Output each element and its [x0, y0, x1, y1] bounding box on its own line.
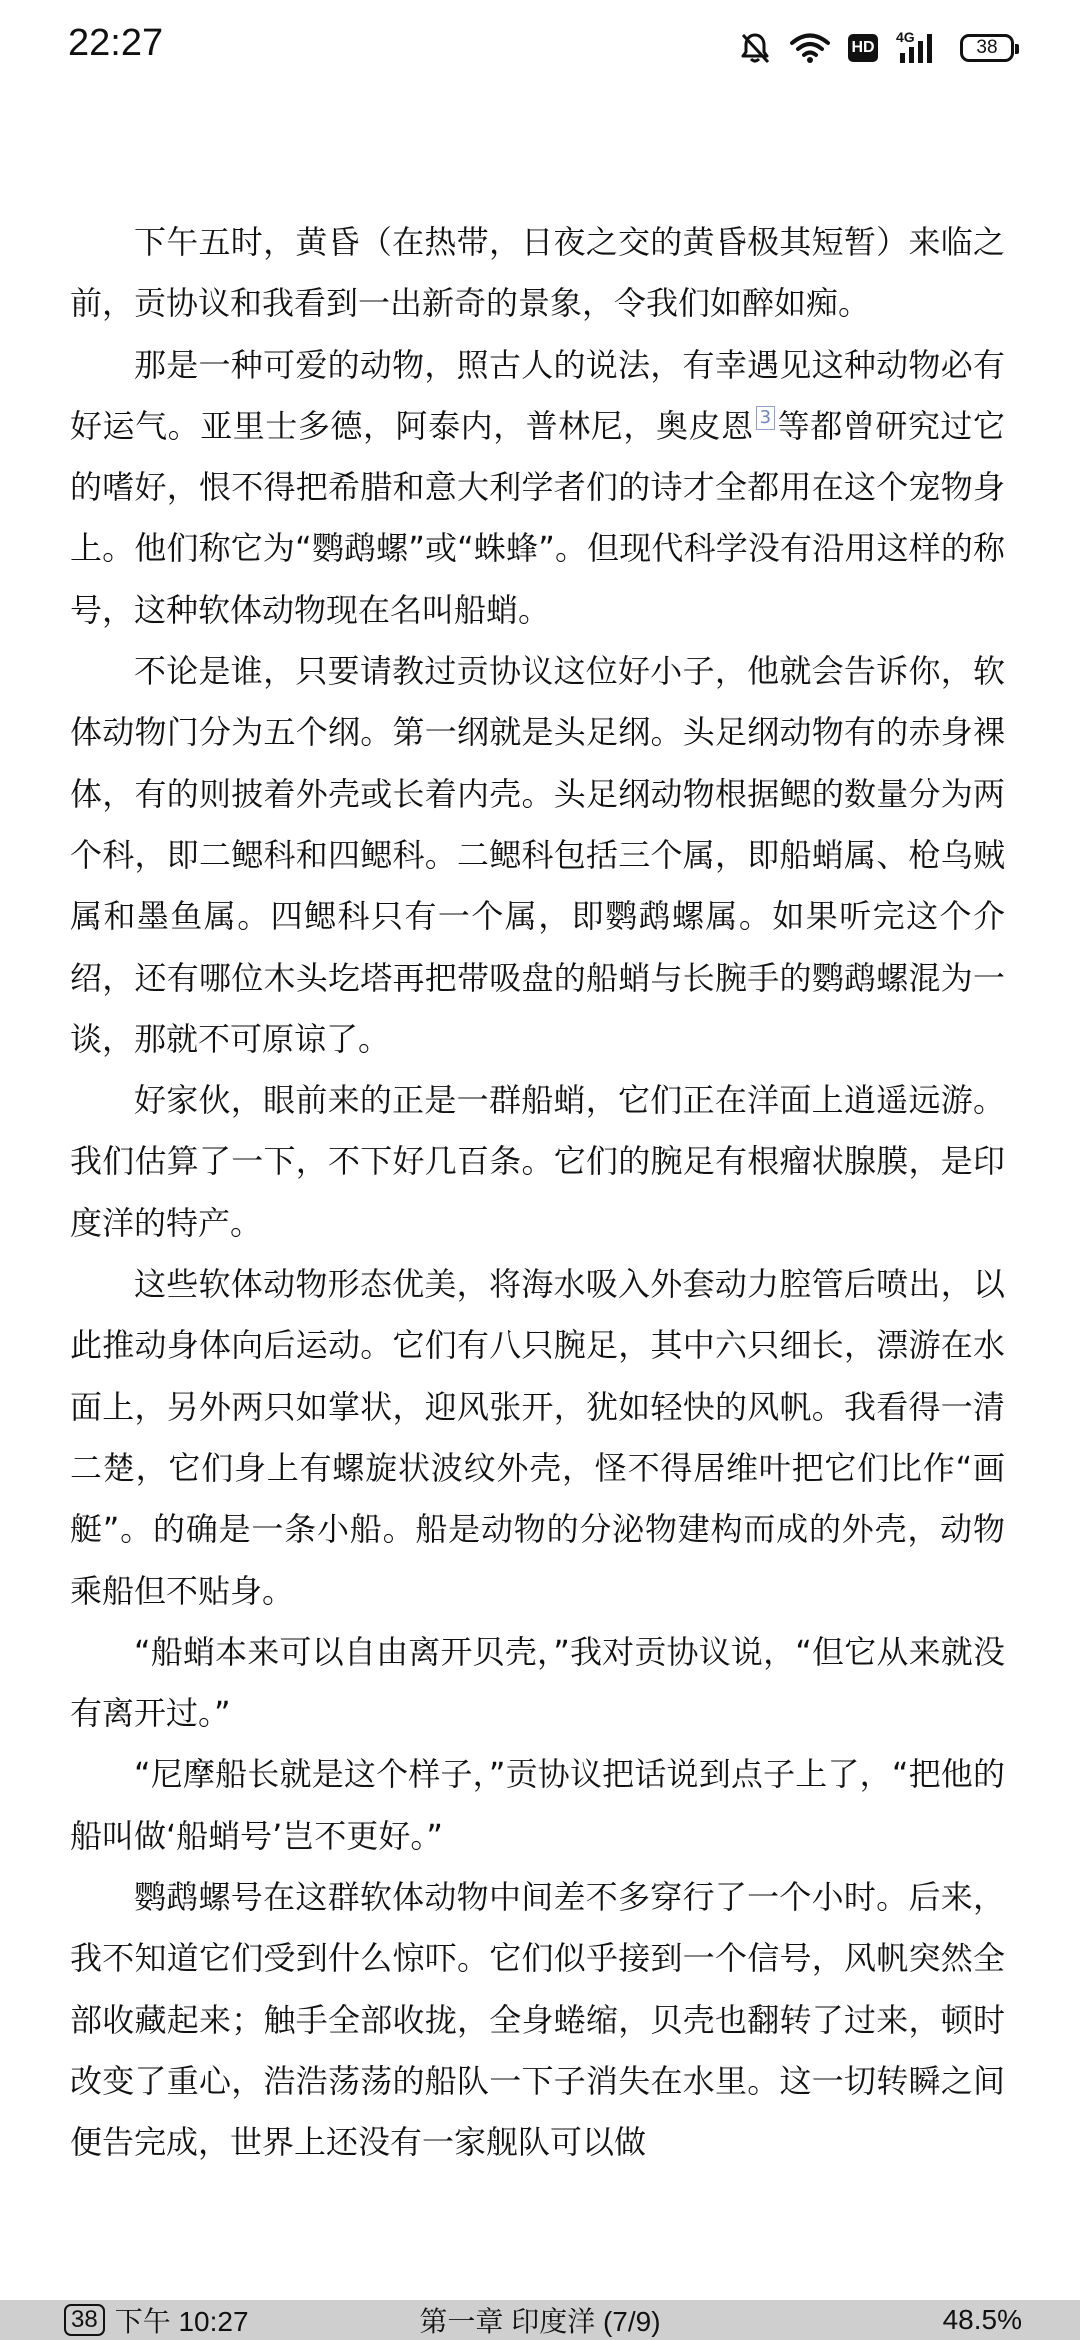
status-icons [738, 28, 1014, 68]
hd-label: HD [851, 39, 875, 56]
hd-icon [848, 34, 878, 62]
paragraph-2-start: 那是一种可爱的动物，照古人的说法，有幸遇见这种动物必 [134, 345, 973, 384]
mute-icon [738, 31, 772, 65]
wifi-icon [790, 32, 830, 64]
battery-indicator: 38 [960, 34, 1014, 62]
reader-content[interactable] [70, 212, 1005, 2174]
paragraph-6: “船蛸本来可以自由离开贝壳，”我对贡协议说，“但它从来就没有离开过。” [70, 1632, 1005, 1733]
footer-time: 下午 10:27 [114, 2306, 249, 2337]
footer-left [64, 2300, 249, 2340]
paragraph-2-rest: 研究过它的嗜好，恨不得把希腊和意大利学者们的诗才全都用在这个宠物身上。他们称它为“鹦鹉螺”或“蛛蜂”。但现代科学没有沿用这样的称号，这种软体动物现在名叫船蛸。 [70, 406, 1005, 629]
paragraph-8: 鹦鹉螺号在这群软体动物中间差不多穿行了一个小时。后来，我不知道它们受到什么惊吓。它们似乎接到一个信号，风帆突然全部收藏起来；触手全部收拢，全身蜷缩，贝壳也翻转了过来，顿时改变了重心，浩浩荡荡的船队一下子消失在水里。这一切转瞬之间便告完成，世界上还没有一家舰队可以做 [70, 1878, 1005, 2162]
status-bar [0, 0, 1080, 96]
footer-progress: 48.5% [942, 2304, 1022, 2335]
status-time: 22:27 [68, 22, 164, 64]
paragraph-4: 好家伙，眼前来的正是一群船蛸，它们正在洋面上逍遥远游。我们估算了一下，不下好几百条。它们的腕足有根瘤状腺膜，是印度洋的特产。 [70, 1081, 1005, 1242]
footer-battery: 38 [64, 2304, 105, 2336]
paragraph-2-mid: 有好运气。亚里士多德，阿泰内，普林尼，奥皮恩 [70, 345, 1005, 445]
reader-footer [0, 2300, 1080, 2340]
paragraph-5: 这些软体动物形态优美，将海水吸入外套动力腔管后喷出，以此推动身体向后运动。它们有八只腕足，其中六只细长，漂游在水面上，另外两只如掌状，迎风张开，犹如轻快的风帆。我看得一清二楚，它们身上有螺旋状波纹外壳，怪不得居维叶把它们比作“画艇”。的确是一条小船。船是动物的分泌物建构而成的外壳，动物乘船但不贴身。 [70, 1265, 1005, 1610]
footer-chapter: 第一章 印度洋 (7/9) [419, 2306, 661, 2337]
network-label: 4G [896, 29, 915, 45]
paragraph-1: 下午五时，黄昏（在热带，日夜之交的黄昏极其短暂）来临之前，贡协议和我看到一出新奇的景象，令我们如醉如痴。 [70, 223, 1005, 323]
paragraph-3: 不论是谁，只要请教过贡协议这位好小子，他就会告诉你，软体动物门分为五个纲。第一纲就是头足纲。头足纲动物有的赤身裸体，有的则披着外壳或长着内壳。头足纲动物根据鳃的数量分为两个科，即二鳃科和四鳃科。二鳃科包括三个属，即船蛸属、枪乌贼属和墨鱼属。四鳃科只有一个属，即鹦鹉螺属。如果听完这个介绍，还有哪位木头圪塔再把带吸盘的船蛸与长腕手的鹦鹉螺混为一谈，那就不可原谅了。 [70, 652, 1005, 1058]
paragraph-7: “尼摩船长就是这个样子，”贡协议把话说到点子上了，“把他的船叫做‘船蛸号’岂不更好。” [70, 1755, 1005, 1855]
paragraph-2 [70, 335, 1005, 641]
footnote-marker[interactable]: 3 [756, 406, 775, 430]
4g-signal-icon [896, 31, 942, 65]
paragraph-2-end: 等都曾 [777, 406, 876, 445]
